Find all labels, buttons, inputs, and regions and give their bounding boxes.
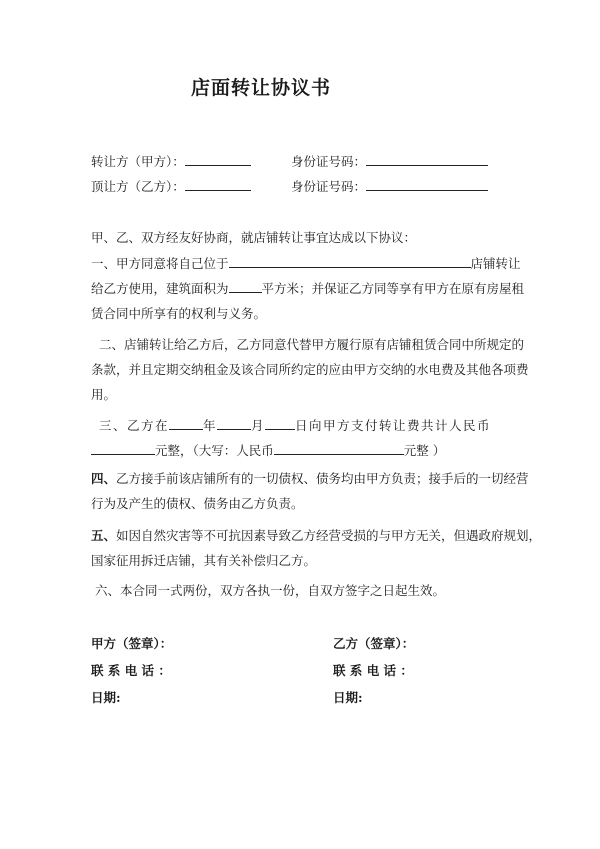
clause-3-line2 bbox=[91, 441, 445, 459]
clause-4-num: 四、 bbox=[91, 471, 117, 486]
day-blank bbox=[265, 417, 295, 430]
clause-5 bbox=[91, 523, 542, 573]
party-a-signature-label: 甲方（签章）： bbox=[91, 636, 173, 651]
clause-6: 六、本合同一式两份，双方各执一份，自双方签字之日起生效。 bbox=[95, 583, 446, 598]
party-b-signature-label: 乙方（签章）： bbox=[333, 636, 415, 651]
clause-5-line1: 如因自然灾害等不可抗因素导致乙方经营受损的与甲方无关，但遇政府规划， bbox=[116, 528, 542, 543]
clause-1-line2-b: 平方米；并保证乙方同等享有甲方在原有房屋租 bbox=[261, 281, 525, 296]
month-blank bbox=[217, 417, 251, 430]
clause-3-year: 年 bbox=[203, 418, 218, 433]
intro-text: 甲、乙、双方经友好协商，就店铺转让事宜达成以下协议： bbox=[91, 230, 417, 245]
clause-1-line1-a: 一、甲方同意将自己位于 bbox=[91, 256, 229, 271]
clause-4-line2: 行为及产生的债权、债务由乙方负责。 bbox=[91, 496, 304, 511]
clause-2 bbox=[91, 332, 529, 407]
clause-3-line2-a: 元整，（大写：人民币 bbox=[155, 443, 274, 458]
party-a-date-label: 日期: bbox=[91, 690, 121, 705]
clause-4 bbox=[91, 466, 529, 516]
id-row-2 bbox=[291, 177, 488, 195]
transferee-label: 顶让方（乙方）： bbox=[91, 179, 185, 194]
id-label-2: 身份证号码： bbox=[291, 179, 367, 194]
clause-1-line2-a: 给乙方使用，建筑面积为 bbox=[91, 281, 229, 296]
id-row-1 bbox=[291, 152, 488, 170]
clause-3-line1-d: 日向甲方支付转让费共计人民币 bbox=[295, 418, 492, 433]
clause-3-line1 bbox=[99, 416, 491, 434]
id-label-1: 身份证号码： bbox=[291, 154, 367, 169]
clause-5-line2: 国家征用拆迁店铺，其有关补偿归乙方。 bbox=[91, 553, 317, 568]
clause-2-line1: 二、店铺转让给乙方后，乙方同意代替甲方履行原有店铺租赁合同中所规定的 bbox=[99, 337, 525, 352]
transferor-blank bbox=[185, 153, 251, 166]
id-blank-2 bbox=[366, 178, 488, 191]
address-blank bbox=[229, 255, 471, 268]
amount-blank bbox=[91, 442, 155, 455]
clause-3-line1-a: 三、乙方在 bbox=[99, 418, 170, 433]
clause-5-num: 五、 bbox=[91, 528, 117, 543]
clause-3-line2-b: 元整 ） bbox=[403, 443, 446, 458]
year-blank bbox=[169, 417, 203, 430]
clause-1-line3: 赁合同中所享有的权利与义务。 bbox=[91, 306, 267, 321]
clause-2-line3: 用。 bbox=[91, 387, 117, 402]
transferee-blank bbox=[185, 178, 251, 191]
clause-1 bbox=[91, 251, 525, 326]
clause-4-line1: 乙方接手前该店铺所有的一切债权、债务均由甲方负责；接手后的一切经营 bbox=[116, 471, 529, 486]
transferee-row bbox=[91, 177, 251, 195]
party-b-date-label: 日期: bbox=[333, 690, 363, 705]
area-blank bbox=[229, 280, 262, 293]
document-title: 店面转让协议书 bbox=[191, 77, 332, 99]
clause-2-line2: 条款，并且定期交纳租金及该合同所约定的应由甲方交纳的水电费及其他各项费 bbox=[91, 362, 529, 377]
transferor-row bbox=[91, 152, 251, 170]
party-a-phone-label: 联 系 电 话 ： bbox=[91, 663, 171, 678]
id-blank-1 bbox=[366, 153, 488, 166]
transferor-label: 转让方（甲方）： bbox=[91, 154, 185, 169]
amount-words-blank bbox=[274, 442, 404, 455]
party-b-phone-label: 联 系 电 话 ： bbox=[333, 663, 413, 678]
clause-3-month: 月 bbox=[251, 418, 266, 433]
clause-1-line1-b: 店铺转让 bbox=[470, 256, 521, 271]
